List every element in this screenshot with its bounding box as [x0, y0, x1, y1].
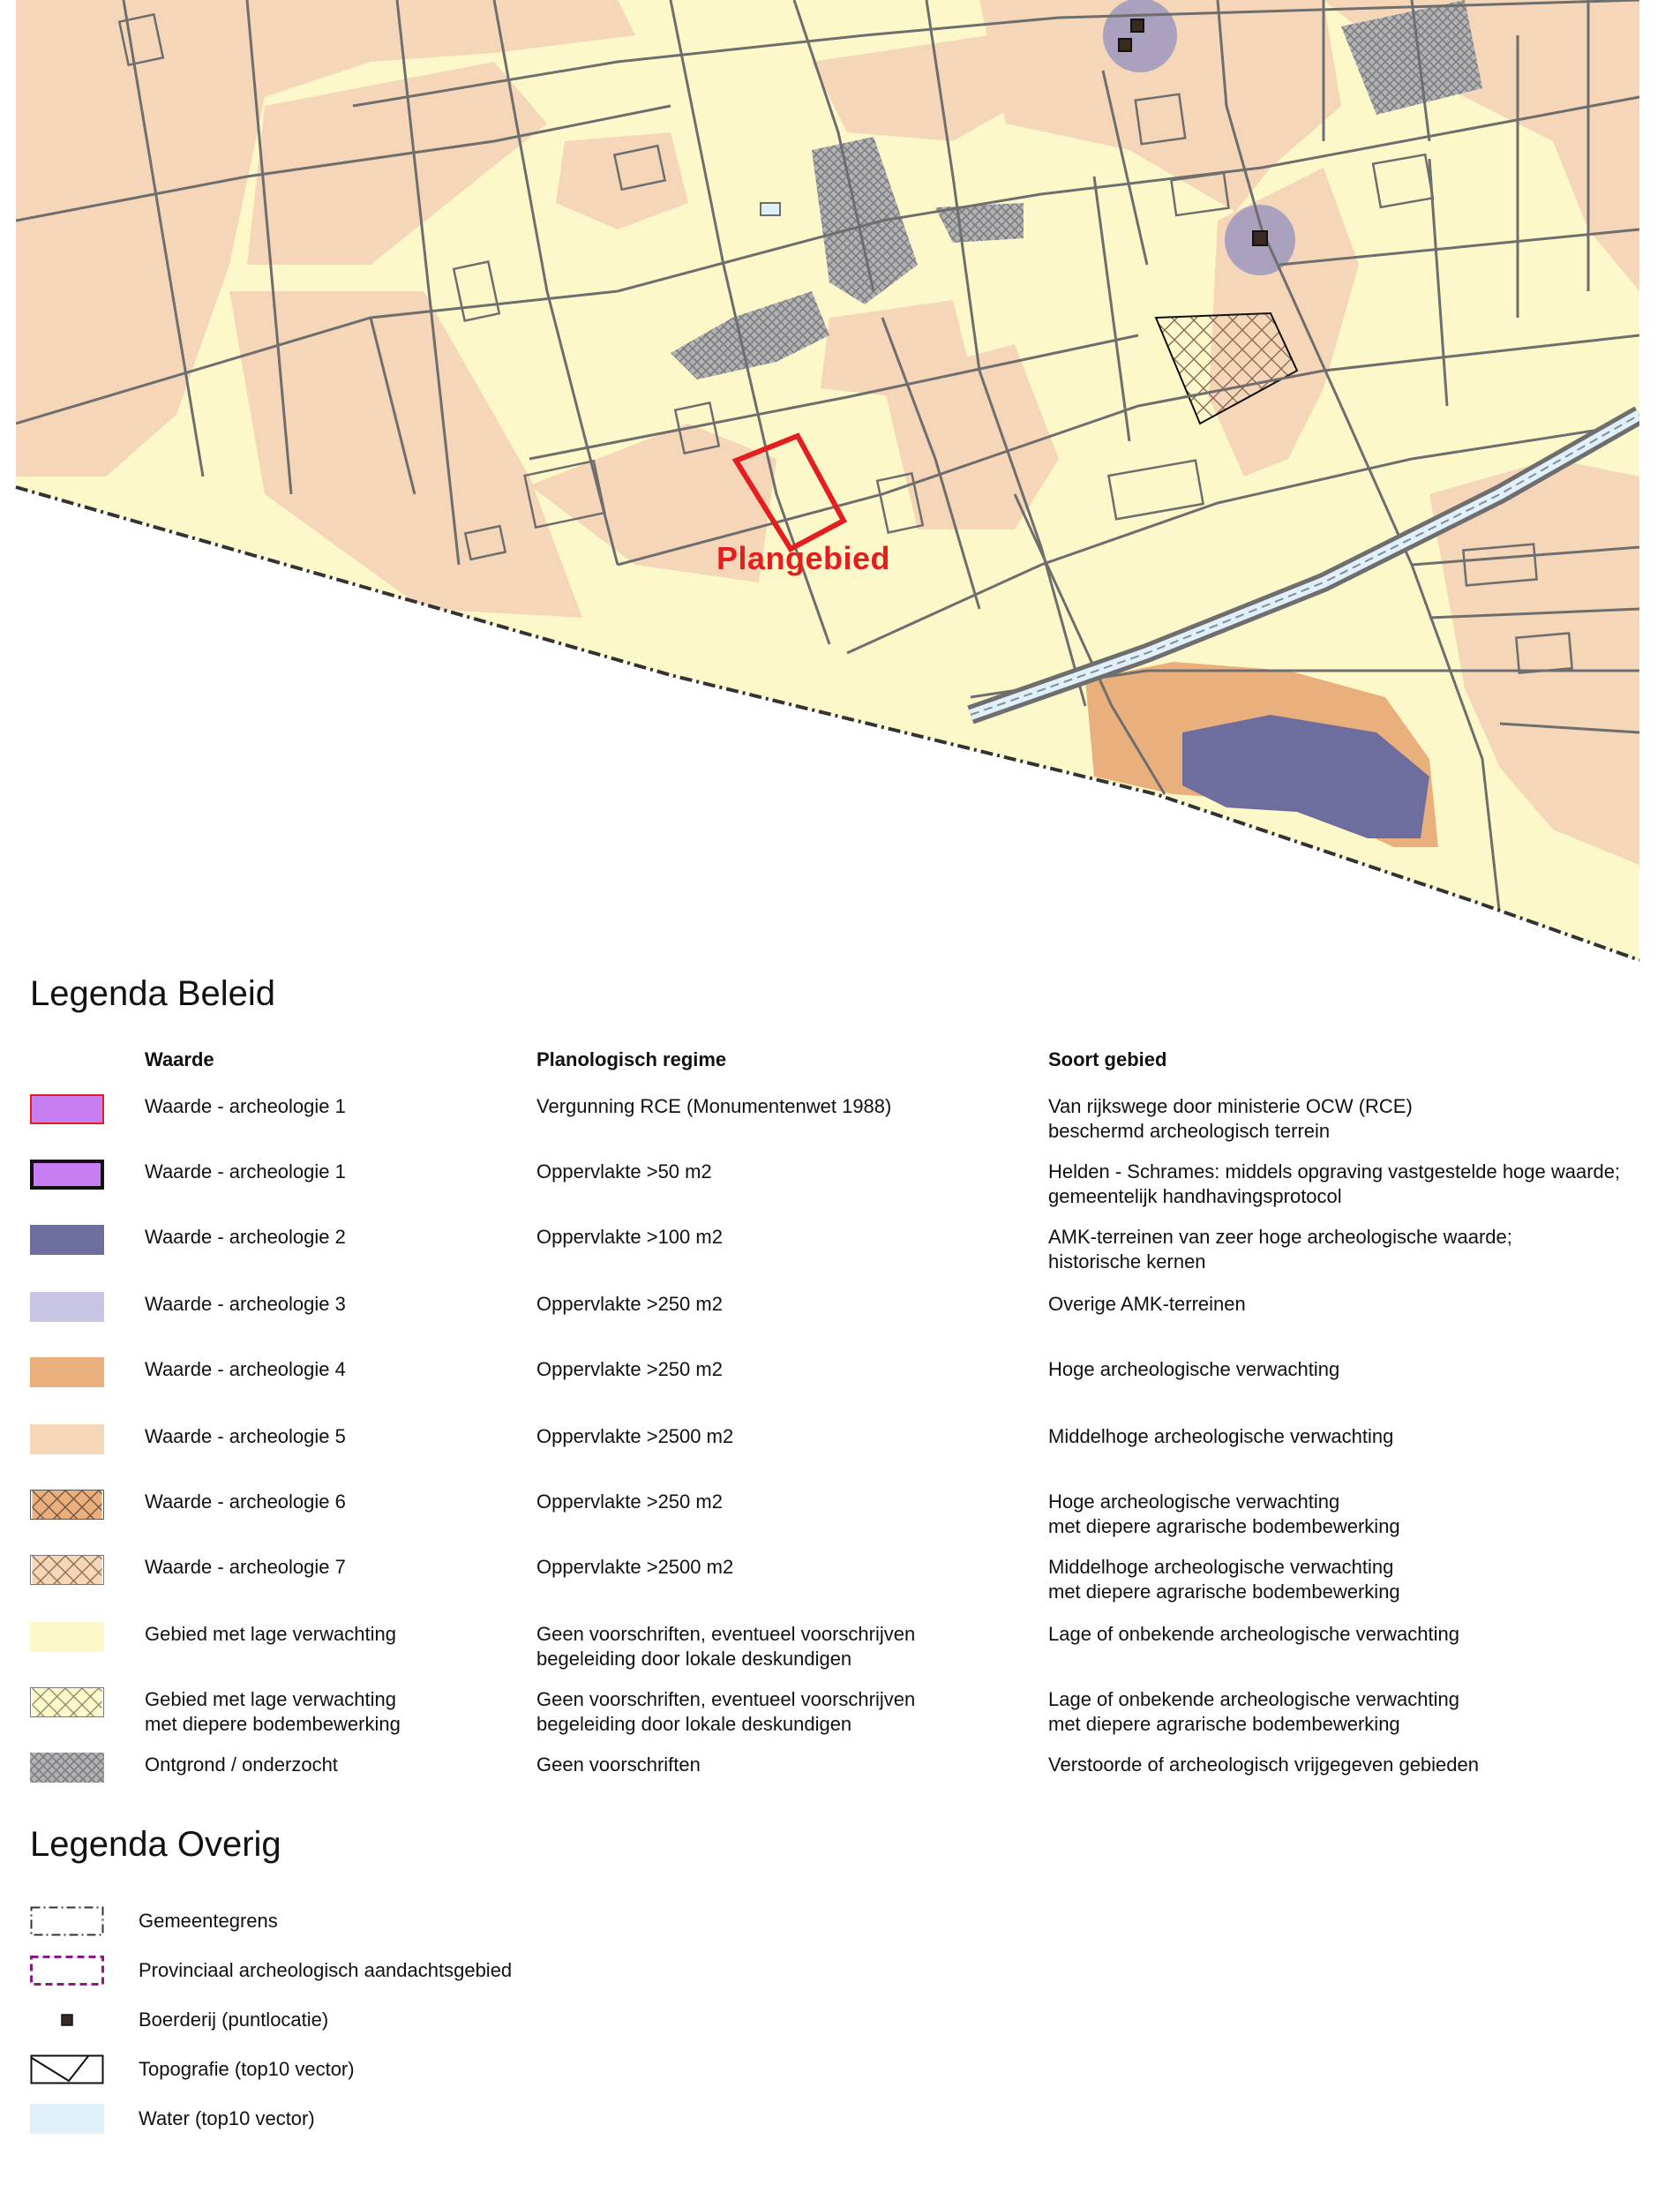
legend-row: [0, 1225, 1680, 1278]
row-regime: Oppervlakte >2500 m2: [536, 1556, 734, 1578]
swatch-value3: [30, 1292, 104, 1322]
row-waarde: Gebied met lage verwachting met diepere bodembewerking: [145, 1688, 401, 1735]
swatch-value4: [30, 1357, 104, 1387]
row-waarde: Waarde - archeologie 1: [145, 1095, 346, 1117]
overig-label: Gemeentegrens: [139, 1910, 278, 1932]
row-waarde: Waarde - archeologie 6: [145, 1490, 346, 1513]
row-soort: Helden - Schrames: middels opgraving vastgestelde hoge waarde; gemeentelijk handhavingsprotocol: [1048, 1160, 1621, 1207]
legend-beleid-title: Legenda Beleid: [30, 974, 276, 1013]
swatch-value2: [30, 1225, 104, 1255]
row-regime: Oppervlakte >100 m2: [536, 1226, 723, 1248]
swatch-value7: [30, 1555, 104, 1585]
row-waarde: Waarde - archeologie 3: [145, 1293, 346, 1315]
row-regime: Vergunning RCE (Monumentenwet 1988): [536, 1095, 892, 1117]
row-soort: Middelhoge archeologische verwachting: [1048, 1425, 1394, 1447]
legend-row: [0, 1490, 1680, 1543]
overig-label: Topografie (top10 vector): [139, 2058, 355, 2080]
water-icon: [30, 2104, 104, 2134]
row-soort: Lage of onbekende archeologische verwachting: [1048, 1623, 1459, 1645]
legend-overig-item: [0, 2104, 794, 2139]
swatch-value1-rce: [30, 1094, 104, 1124]
plan-area-label: Plangebied: [716, 540, 891, 576]
row-waarde: Waarde - archeologie 7: [145, 1556, 346, 1578]
farm-marker: [1131, 19, 1144, 32]
row-soort: Hoge archeologische verwachting: [1048, 1358, 1340, 1380]
row-regime: Geen voorschriften: [536, 1753, 701, 1776]
farm-marker: [1253, 231, 1267, 245]
row-regime: Oppervlakte >250 m2: [536, 1490, 723, 1513]
legend-overig-title: Legenda Overig: [30, 1825, 281, 1864]
row-soort: Middelhoge archeologische verwachting met diepere agrarische bodembewerking: [1048, 1556, 1400, 1603]
legend-row: [0, 1357, 1680, 1410]
overig-label: Water (top10 vector): [139, 2107, 315, 2129]
column-header-soort: Soort gebied: [1048, 1048, 1167, 1070]
swatch-disturbed: [30, 1753, 104, 1783]
row-waarde: Gebied met lage verwachting: [145, 1623, 396, 1645]
column-header-regime: Planologisch regime: [536, 1048, 727, 1070]
legend-row: [0, 1622, 1680, 1675]
swatch-low-deep: [30, 1687, 104, 1717]
farm-marker: [1119, 39, 1131, 51]
row-soort: Hoge archeologische verwachting met diepere agrarische bodembewerking: [1048, 1490, 1400, 1537]
row-regime: Oppervlakte >250 m2: [536, 1293, 723, 1315]
row-soort: Van rijkswege door ministerie OCW (RCE) beschermd archeologisch terrein: [1048, 1095, 1413, 1142]
row-waarde: Waarde - archeologie 1: [145, 1160, 346, 1183]
swatch-value1-municipal: [30, 1160, 104, 1190]
row-regime: Oppervlakte >250 m2: [536, 1358, 723, 1380]
farm-point-icon: [30, 2005, 104, 2035]
legend-row: [0, 1424, 1680, 1477]
provincial-area-icon: [30, 1956, 104, 1986]
topography-icon: [30, 2054, 104, 2084]
archaeology-map: [0, 0, 1680, 962]
row-waarde: Waarde - archeologie 4: [145, 1358, 346, 1380]
legend-row: [0, 1753, 1680, 1806]
row-soort: Overige AMK-terreinen: [1048, 1293, 1246, 1315]
row-regime: Oppervlakte >2500 m2: [536, 1425, 734, 1447]
row-soort: AMK-terreinen van zeer hoge archeologische waarde; historische kernen: [1048, 1226, 1512, 1273]
row-regime: Oppervlakte >50 m2: [536, 1160, 712, 1183]
municipal-boundary-icon: [30, 1906, 104, 1936]
row-soort: Lage of onbekende archeologische verwachting met diepere agrarische bodembewerking: [1048, 1688, 1459, 1735]
legend-overig-item: [0, 2005, 794, 2040]
legend-row: [0, 1292, 1680, 1345]
legend-row: [0, 1687, 1680, 1740]
legend-row: [0, 1094, 1680, 1147]
column-header-waarde: Waarde: [145, 1048, 214, 1070]
legend-row: [0, 1160, 1680, 1213]
swatch-low: [30, 1622, 104, 1652]
value-3-halo: [1103, 0, 1177, 72]
row-waarde: Waarde - archeologie 2: [145, 1226, 346, 1248]
swatch-value5: [30, 1424, 104, 1454]
row-regime: Geen voorschriften, eventueel voorschrijven begeleiding door lokale deskundigen: [536, 1623, 916, 1670]
row-soort: Verstoorde of archeologisch vrijgegeven gebieden: [1048, 1753, 1479, 1776]
legend-overig-item: [0, 1906, 794, 1941]
row-waarde: Waarde - archeologie 5: [145, 1425, 346, 1447]
legend-overig-item: [0, 2054, 794, 2090]
swatch-value6: [30, 1490, 104, 1520]
overig-label: Boerderij (puntlocatie): [139, 2009, 329, 2031]
overig-label: Provinciaal archeologisch aandachtsgebied: [139, 1959, 513, 1981]
row-regime: Geen voorschriften, eventueel voorschrijven begeleiding door lokale deskundigen: [536, 1688, 916, 1735]
water-feature: [761, 203, 780, 215]
legend-row: [0, 1555, 1680, 1608]
legend-overig-item: [0, 1956, 794, 1991]
row-waarde: Ontgrond / onderzocht: [145, 1753, 338, 1776]
